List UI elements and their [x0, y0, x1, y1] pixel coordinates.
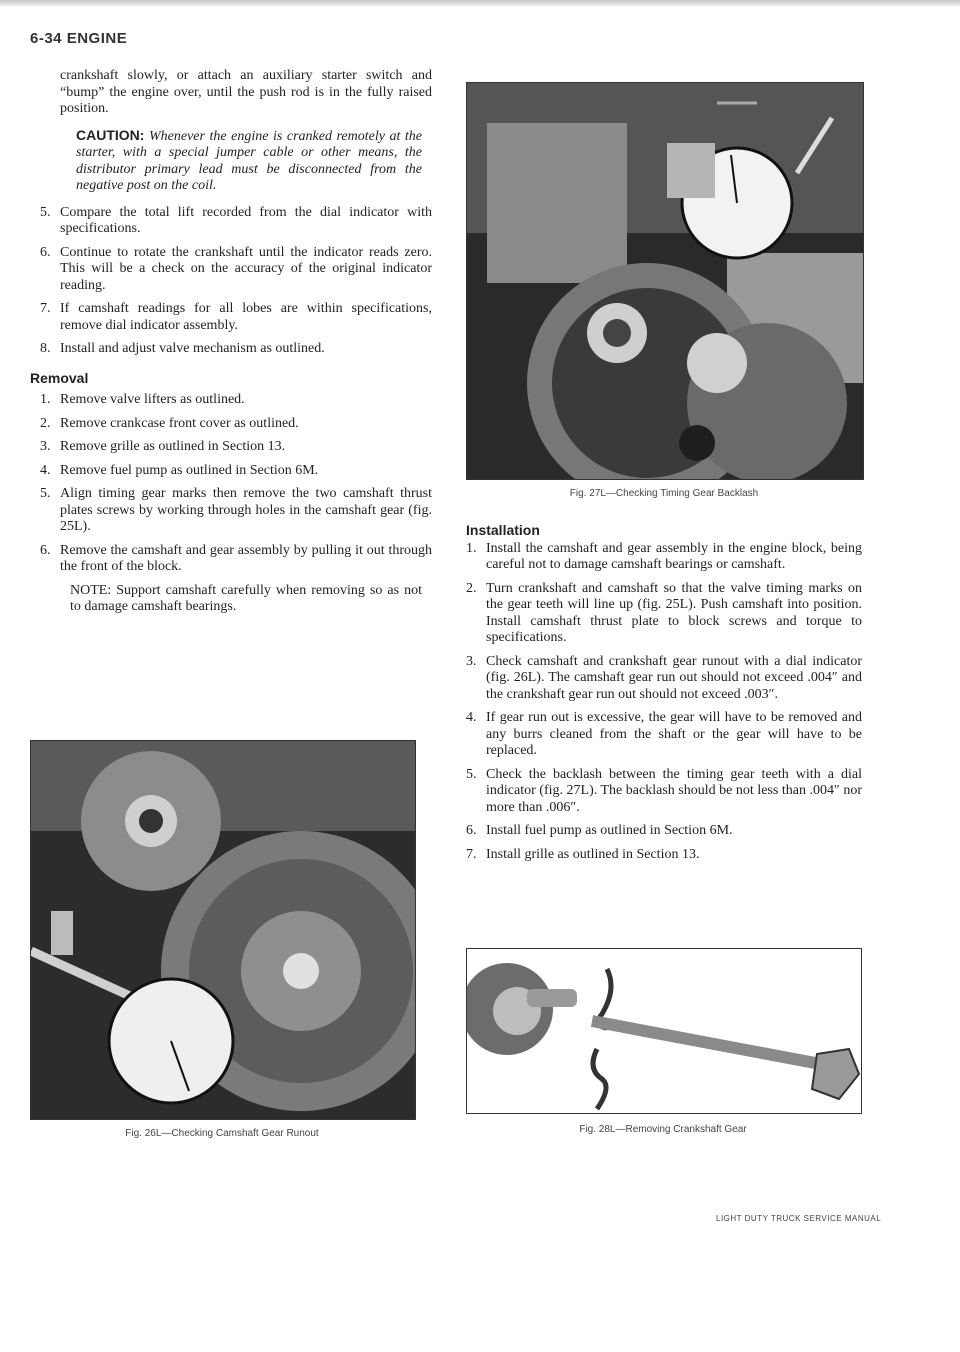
install-step-2: 2. Turn crankshaft and camshaft so that the valve timing marks on the gear teeth will line up (fig. 25L). Push camshaft into position. Install camshaft thrust plate to block screws and torque to specifications.	[466, 580, 862, 645]
install-step-7: 7. Install grille as outlined in Section 13.	[466, 846, 700, 862]
caution-note	[76, 127, 422, 195]
page-header: 6-34 ENGINE	[30, 30, 128, 47]
top-rule	[0, 0, 960, 6]
intro-paragraph: crankshaft slowly, or attach an auxiliary starter switch and “bump” the engine over, until the push rod is in the fully raised position.	[60, 68, 432, 116]
removal-step-4: 4. Remove fuel pump as outlined in Section 6M.	[40, 462, 319, 478]
camshaft-runout-illustration	[31, 741, 415, 1119]
support-note: NOTE: Support camshaft carefully when removing so as not to damage camshaft bearings.	[70, 582, 422, 614]
step-6: 6. Continue to rotate the crankshaft until the indicator reads zero. This will be a check on the accuracy of the original indicator reading.	[40, 244, 432, 293]
figure-26l-caption: Fig. 26L—Checking Camshaft Gear Runout	[125, 1128, 319, 1139]
figure-26l-photo	[30, 740, 416, 1120]
step-7: 7. If camshaft readings for all lobes are within specifications, remove dial indicator assembly.	[40, 301, 432, 333]
right-column	[466, 522, 862, 870]
figure-27l-photo	[466, 82, 864, 480]
caution-text: Whenever the engine is cranked remotely at the starter, with a special jumper cable or other means, the distributor primary lead must be disconnected from the negative post on the coil.	[76, 128, 422, 193]
removal-step-6: 6. Remove the camshaft and gear assembly by pulling it out through the front of the block.	[40, 542, 432, 574]
step-8: 8. Install and adjust valve mechanism as outlined.	[40, 341, 325, 356]
installation-heading: Installation	[466, 522, 540, 538]
gear-backlash-illustration	[467, 83, 863, 479]
step-5: 5. Compare the total lift recorded from the dial indicator with specifications.	[40, 204, 432, 236]
removal-step-3: 3. Remove grille as outlined in Section 13.	[40, 439, 286, 454]
figure-28l-photo	[466, 948, 862, 1114]
removal-step-1: 1. Remove valve lifters as outlined.	[40, 392, 245, 407]
caution-label: CAUTION:	[76, 126, 145, 143]
removal-heading: Removal	[30, 369, 89, 386]
install-step-3: 3. Check camshaft and crankshaft gear runout with a dial indicator (fig. 26L). The camshaft gear run out should not exceed .004″ and the crankshaft gear run out should not exceed .003″.	[466, 653, 862, 702]
install-step-4: 4. If gear run out is excessive, the gear will have to be removed and any burrs cleaned from the shaft or the gear will have to be replaced.	[466, 710, 862, 758]
figure-27l-caption: Fig. 27L—Checking Timing Gear Backlash	[569, 488, 759, 499]
install-step-1: 1. Install the camshaft and gear assembly in the engine block, being careful not to damage camshaft bearings or camshaft.	[466, 540, 862, 572]
page-footer: LIGHT DUTY TRUCK SERVICE MANUAL	[716, 1214, 882, 1223]
install-step-6: 6. Install fuel pump as outlined in Section 6M.	[466, 823, 733, 838]
install-step-5: 5. Check the backlash between the timing gear teeth with a dial indicator (fig. 27L). The backlash should be not less than .004″ nor more than .006″.	[466, 766, 862, 815]
crankshaft-gear-removal-illustration	[467, 949, 861, 1113]
left-column	[30, 68, 432, 616]
figure-28l-caption: Fig. 28L—Removing Crankshaft Gear	[579, 1124, 747, 1135]
removal-step-2: 2. Remove crankcase front cover as outlined.	[40, 415, 299, 431]
removal-step-5: 5. Align timing gear marks then remove the two camshaft thrust plates screws by working through holes in the camshaft gear (fig. 25L).	[40, 486, 432, 534]
